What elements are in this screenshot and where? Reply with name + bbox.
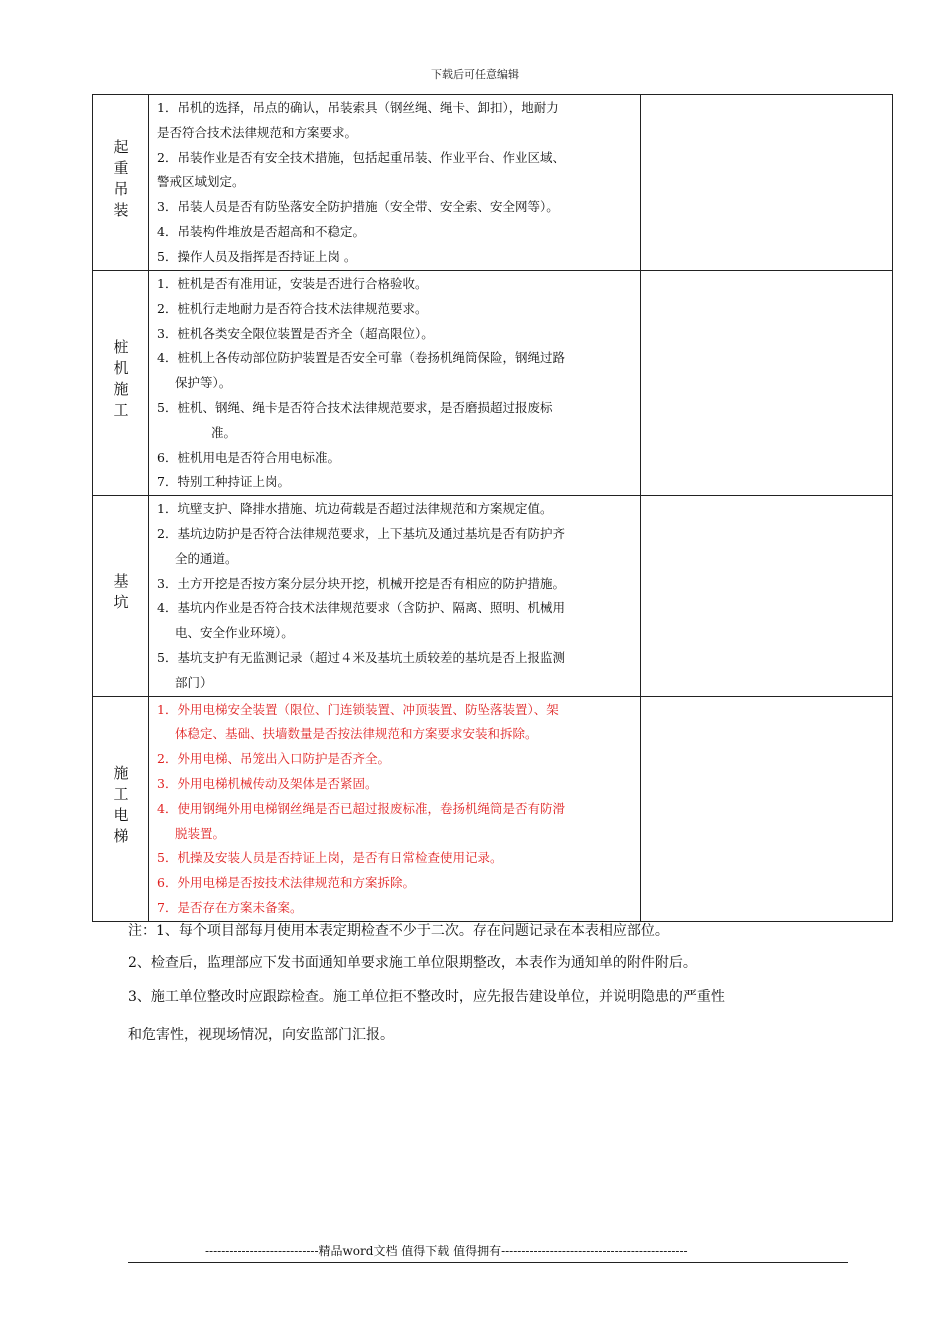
result-cell[interactable] — [641, 95, 893, 271]
table-row — [93, 696, 893, 921]
check-item — [157, 245, 636, 270]
check-item — [157, 220, 636, 245]
check-item-text: 警戒区域划定。 — [157, 174, 245, 190]
check-item — [157, 470, 636, 495]
check-item-text: 3．土方开挖是否按方案分层分块开挖，机械开挖是否有相应的防护措施。 — [157, 575, 565, 591]
check-item — [157, 646, 636, 671]
category-cell — [93, 271, 149, 496]
inspection-table — [92, 94, 893, 922]
check-item — [157, 698, 636, 723]
check-item — [157, 146, 636, 171]
category-cell — [93, 496, 149, 696]
check-item — [157, 596, 636, 621]
check-item-text: 4．基坑内作业是否符合技术法律规范要求（含防护、隔离、照明、机械用 — [157, 600, 565, 616]
category-label: 基坑 — [111, 572, 130, 615]
check-item-text: 7．特别工种持证上岗。 — [157, 474, 290, 490]
check-item — [157, 195, 636, 220]
check-item-list — [149, 697, 640, 921]
check-item — [157, 396, 636, 421]
note-3-cont: 和危害性，视现场情况，向安监部门汇报。 — [128, 1027, 394, 1043]
check-item-text: 2．外用电梯、吊笼出入口防护是否齐全。 — [157, 751, 390, 767]
check-item — [157, 346, 636, 371]
check-item-text: 脱装置。 — [175, 825, 226, 841]
check-item-text: 1．吊机的选择，吊点的确认，吊装索具（钢丝绳、绳卡、卸扣），地耐力 — [157, 100, 559, 115]
result-cell[interactable] — [641, 496, 893, 696]
check-items-cell — [149, 95, 641, 271]
category-label: 施工电梯 — [111, 764, 130, 849]
check-item — [157, 297, 636, 322]
note-3: 3、施工单位整改时应跟踪检查。施工单位拒不整改时，应先报告建设单位，并说明隐患的严重性 — [128, 989, 725, 1005]
note-2: 2、检查后，监理部应下发书面通知单要求施工单位限期整改，本表作为通知单的附件附后。 — [128, 955, 697, 971]
check-item-text: 是否符合技术法律规范和方案要求。 — [157, 124, 358, 140]
check-item-continuation — [157, 547, 636, 572]
check-item-text: 6．外用电梯是否按技术法律规范和方案拆除。 — [157, 875, 415, 891]
check-item — [157, 497, 636, 522]
check-item-continuation — [157, 671, 636, 696]
check-item-text: 7．是否存在方案未备案。 — [157, 899, 303, 915]
header-note: 下载后可任意编辑 — [431, 68, 519, 81]
check-item-text: 5．机操及安装人员是否持证上岗，是否有日常检查使用记录。 — [157, 850, 503, 866]
check-item — [157, 846, 636, 871]
table-row — [93, 95, 893, 271]
check-item-list — [149, 271, 640, 495]
table-row — [93, 271, 893, 496]
category-cell — [93, 95, 149, 271]
note-1: 注：1、每个项目部每月使用本表定期检查不少于二次。存在问题记录在本表相应部位。 — [128, 923, 669, 939]
check-item-text: 2．吊装作业是否有安全技术措施，包括起重吊装、作业平台、作业区域、 — [157, 149, 565, 165]
check-item — [157, 772, 636, 797]
result-cell[interactable] — [641, 271, 893, 496]
check-item-text: 3．外用电梯机械传动及架体是否紧固。 — [157, 775, 378, 791]
check-item-list — [149, 496, 640, 695]
check-item-text: 保护等）。 — [175, 375, 232, 391]
check-item-continuation — [157, 421, 636, 446]
category-label: 起重吊装 — [111, 138, 130, 223]
check-item-text: 2．基坑边防护是否符合法律规范要求，上下基坑及通过基坑是否有防护齐 — [157, 525, 565, 541]
check-item-text: 准。 — [211, 424, 237, 440]
check-item — [157, 572, 636, 597]
check-item-text: 3．吊装人员是否有防坠落安全防护措施（安全带、安全索、安全网等）。 — [157, 199, 559, 215]
check-item-text: 3．桩机各类安全限位装置是否齐全（超高限位）。 — [157, 325, 434, 341]
footer-text: ----------------------------精品word文档 值得下载 值得拥有---------------------------------------------- — [205, 1244, 688, 1258]
check-item-continuation — [157, 722, 636, 747]
check-item-text: 5．桩机、钢绳、绳卡是否符合技术法律规范要求，是否磨损超过报废标 — [157, 399, 553, 415]
check-item-continuation — [157, 822, 636, 847]
check-item-text: 4．吊装构件堆放是否超高和不稳定。 — [157, 223, 365, 239]
result-cell[interactable] — [641, 696, 893, 921]
check-item-continuation — [157, 121, 636, 146]
check-item — [157, 747, 636, 772]
check-item — [157, 96, 636, 121]
check-item-text: 体稳定、基础、扶墙数量是否按法律规范和方案要求安装和拆除。 — [175, 726, 538, 742]
check-item-text: 2．桩机行走地耐力是否符合技术法律规范要求。 — [157, 300, 428, 316]
check-item-text: 电、安全作业环境）。 — [175, 625, 294, 641]
check-item — [157, 522, 636, 547]
check-item-continuation — [157, 371, 636, 396]
footer-divider — [128, 1262, 848, 1263]
check-item-text: 6．桩机用电是否符合用电标准。 — [157, 449, 340, 465]
check-item-text: 1．外用电梯安全装置（限位、门连锁装置、冲顶装置、防坠落装置）、架 — [157, 701, 559, 717]
check-items-cell — [149, 696, 641, 921]
check-item-text: 5．操作人员及指挥是否持证上岗 。 — [157, 248, 357, 264]
check-item-text: 部门） — [175, 674, 213, 690]
notes-section — [128, 917, 858, 1049]
check-item-text: 全的通道。 — [175, 550, 238, 566]
check-item — [157, 322, 636, 347]
check-item — [157, 871, 636, 896]
check-item — [157, 272, 636, 297]
check-item-text: 4．使用钢绳外用电梯钢丝绳是否已超过报废标准，卷扬机绳筒是否有防滑 — [157, 800, 565, 816]
check-item-text: 1．坑壁支护、降排水措施、坑边荷载是否超过法律规范和方案规定值。 — [157, 501, 553, 517]
check-item-continuation — [157, 170, 636, 195]
check-item-list — [149, 95, 640, 270]
check-items-cell — [149, 496, 641, 696]
table-row — [93, 496, 893, 696]
check-item-text: 4．桩机上各传动部位防护装置是否安全可靠（卷扬机绳筒保险，钢绳过路 — [157, 350, 565, 366]
category-cell — [93, 696, 149, 921]
check-item-text: 5．基坑支护有无监测记录（超过４米及基坑土质较差的基坑是否上报监测 — [157, 649, 565, 665]
check-item-text: 1．桩机是否有准用证，安装是否进行合格验收。 — [157, 276, 428, 291]
check-item — [157, 446, 636, 471]
category-label: 桩机施工 — [111, 339, 130, 424]
check-item — [157, 797, 636, 822]
check-items-cell — [149, 271, 641, 496]
check-item-continuation — [157, 621, 636, 646]
